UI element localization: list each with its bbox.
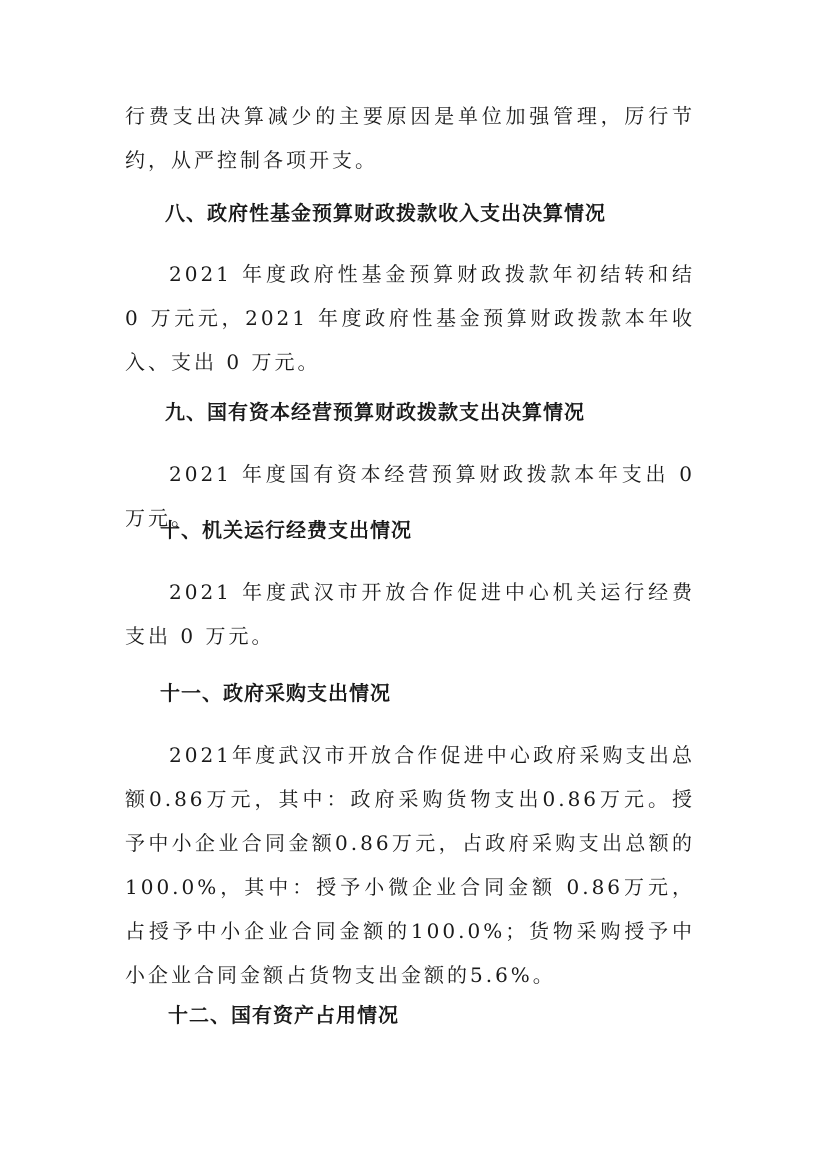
- heading-section-10: 十、机关运行经费支出情况: [160, 518, 412, 542]
- paragraph-section-9: 2021 年度国有资本经营预算财政拨款本年支出 0 万元。: [125, 462, 695, 530]
- heading-section-8: 八、政府性基金预算财政拨款收入支出决算情况: [165, 201, 606, 225]
- heading-section-11: 十一、政府采购支出情况: [160, 681, 391, 705]
- paragraph-section-10: 2021 年度武汉市开放合作促进中心机关运行经费支出 0 万元。: [125, 580, 695, 648]
- paragraph-section-11: 2021年度武汉市开放合作促进中心政府采购支出总额0.86万元，其中：政府采购货物支出0.86万元。授予中小企业合同金额0.86万元，占政府采购支出总额的100.0%，其中：授予小微企业合同金额 0.86万元，占授予中小企业合同金额的100.0%；货物采购授予中小企业合同金额占货物支出金额的5.6%。: [125, 743, 695, 987]
- paragraph-section-8: 2021 年度政府性基金预算财政拨款年初结转和结 0 万元元，2021 年度政府性基金预算财政拨款本年收入、支出 0 万元。: [125, 262, 695, 374]
- heading-section-9: 九、国有资本经营预算财政拨款支出决算情况: [165, 400, 585, 424]
- paragraph-expense-reduction: 行费支出决算减少的主要原因是单位加强管理，厉行节约，从严控制各项开支。: [125, 104, 695, 172]
- heading-section-12: 十二、国有资产占用情况: [168, 1003, 399, 1027]
